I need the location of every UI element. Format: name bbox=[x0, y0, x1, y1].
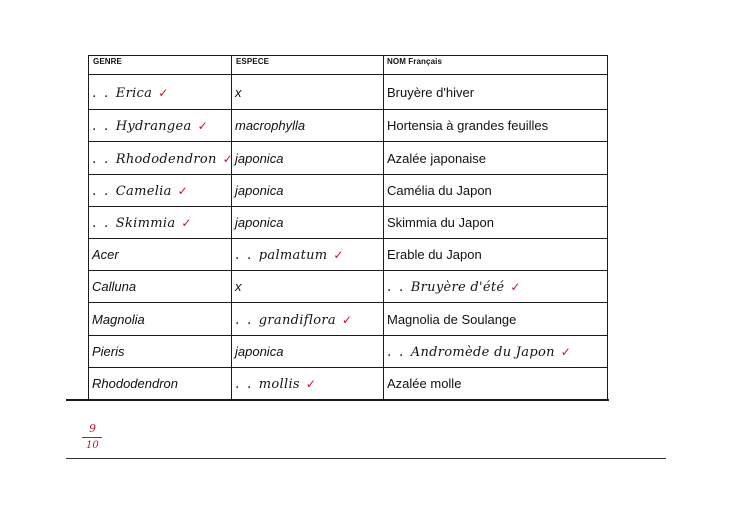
cell-nom bbox=[387, 369, 461, 399]
cell-nom bbox=[387, 208, 494, 238]
row-line bbox=[88, 270, 608, 271]
dot-leader: . . bbox=[235, 311, 259, 328]
row-line bbox=[88, 302, 608, 303]
cell-genre bbox=[92, 144, 233, 174]
header-genre: GENRE bbox=[93, 57, 122, 66]
cell-genre bbox=[92, 78, 168, 108]
cell-nom bbox=[387, 337, 571, 367]
cell-espece bbox=[235, 111, 305, 141]
page-bottom-edge bbox=[66, 458, 666, 459]
cell-espece bbox=[235, 272, 242, 302]
correction-check-icon: ✓ bbox=[333, 248, 344, 262]
row-line bbox=[88, 335, 608, 336]
column-divider-espece-nom bbox=[383, 55, 384, 400]
handwritten-answer: mollis bbox=[258, 377, 300, 392]
correction-check-icon: ✓ bbox=[560, 345, 571, 359]
handwritten-answer: Camelia bbox=[115, 184, 172, 199]
handwritten-answer: palmatum bbox=[258, 248, 328, 263]
dot-leader: . . bbox=[92, 182, 116, 199]
printed-text: Acer bbox=[92, 247, 119, 262]
correction-check-icon: ✓ bbox=[305, 377, 316, 391]
printed-text: Azalée molle bbox=[387, 376, 462, 391]
correction-check-icon: ✓ bbox=[181, 216, 192, 230]
cell-genre bbox=[92, 208, 191, 238]
printed-text: Azalée japonaise bbox=[387, 151, 487, 166]
printed-text: Hortensia à grandes feuilles bbox=[387, 118, 549, 133]
printed-text: Rhododendron bbox=[92, 376, 179, 391]
printed-text: Camélia du Japon bbox=[387, 183, 492, 198]
printed-text: x bbox=[235, 279, 242, 294]
cell-espece bbox=[235, 337, 283, 367]
printed-text: Magnolia de Soulange bbox=[387, 312, 517, 327]
handwritten-answer: Bruyère d'été bbox=[410, 280, 505, 295]
row-line bbox=[88, 238, 608, 239]
dot-leader: . . bbox=[387, 278, 411, 295]
correction-check-icon: ✓ bbox=[177, 184, 188, 198]
printed-text: japonica bbox=[235, 344, 284, 359]
dot-leader: . . bbox=[92, 214, 116, 231]
cell-nom bbox=[387, 305, 516, 335]
cell-genre bbox=[92, 305, 145, 335]
handwritten-answer: Rhododendron bbox=[115, 152, 217, 167]
printed-text: japonica bbox=[235, 183, 284, 198]
printed-text: japonica bbox=[235, 151, 284, 166]
cell-nom bbox=[387, 272, 520, 302]
correction-check-icon: ✓ bbox=[197, 119, 208, 133]
printed-text: x bbox=[235, 85, 242, 100]
cell-genre bbox=[92, 272, 136, 302]
header-espece: ESPECE bbox=[236, 57, 270, 66]
cell-espece bbox=[235, 208, 283, 238]
dot-leader: . . bbox=[92, 117, 116, 134]
header-bottom-line bbox=[88, 74, 608, 75]
cell-genre bbox=[92, 176, 188, 206]
score-fraction-bar bbox=[82, 437, 102, 438]
cell-nom bbox=[387, 144, 486, 174]
correction-check-icon: ✓ bbox=[341, 313, 353, 327]
table-right-border bbox=[607, 55, 608, 400]
printed-text: macrophylla bbox=[235, 118, 306, 133]
header-nom-francais: NOM Français bbox=[387, 57, 442, 66]
cell-nom bbox=[387, 176, 492, 206]
printed-text: Bruyère d'hiver bbox=[387, 85, 475, 100]
cell-nom bbox=[387, 240, 482, 270]
row-line bbox=[88, 174, 608, 175]
column-divider-genre-espece bbox=[231, 55, 232, 400]
cell-espece bbox=[235, 144, 283, 174]
handwritten-answer: Erica bbox=[115, 86, 153, 101]
cell-genre bbox=[92, 369, 178, 399]
cell-espece bbox=[235, 176, 283, 206]
cell-espece bbox=[235, 369, 316, 399]
cell-genre bbox=[92, 111, 208, 141]
printed-text: Skimmia du Japon bbox=[387, 215, 494, 230]
handwritten-answer: Skimmia bbox=[115, 216, 176, 231]
row-line bbox=[88, 109, 608, 110]
correction-check-icon: ✓ bbox=[222, 152, 233, 166]
dot-leader: . . bbox=[235, 375, 259, 392]
table-bottom-border bbox=[66, 399, 609, 401]
score-denominator: 10 bbox=[86, 440, 99, 451]
cell-genre bbox=[92, 337, 125, 367]
printed-text: Calluna bbox=[92, 279, 137, 294]
handwritten-answer: grandiflora bbox=[258, 313, 336, 328]
row-line bbox=[88, 367, 608, 368]
handwritten-answer: Hydrangea bbox=[115, 119, 192, 134]
score-numerator: 9 bbox=[89, 422, 96, 435]
row-line bbox=[88, 206, 608, 207]
dot-leader: . . bbox=[387, 343, 411, 360]
correction-check-icon: ✓ bbox=[510, 280, 521, 294]
table-left-border bbox=[88, 55, 89, 400]
printed-text: japonica bbox=[235, 215, 284, 230]
dot-leader: . . bbox=[92, 84, 116, 101]
printed-text: Magnolia bbox=[92, 312, 145, 327]
dot-leader: . . bbox=[235, 246, 259, 263]
row-line bbox=[88, 141, 608, 142]
cell-espece bbox=[235, 78, 242, 108]
cell-genre bbox=[92, 240, 119, 270]
printed-text: Erable du Japon bbox=[387, 247, 482, 262]
handwritten-answer: Andromède du Japon bbox=[410, 345, 555, 360]
table-top-border bbox=[88, 55, 608, 56]
cell-nom bbox=[387, 111, 548, 141]
cell-espece bbox=[235, 305, 352, 335]
correction-check-icon: ✓ bbox=[158, 86, 169, 100]
dot-leader: . . bbox=[92, 150, 116, 167]
cell-espece bbox=[235, 240, 343, 270]
cell-nom bbox=[387, 78, 474, 108]
printed-text: Pieris bbox=[92, 344, 125, 359]
